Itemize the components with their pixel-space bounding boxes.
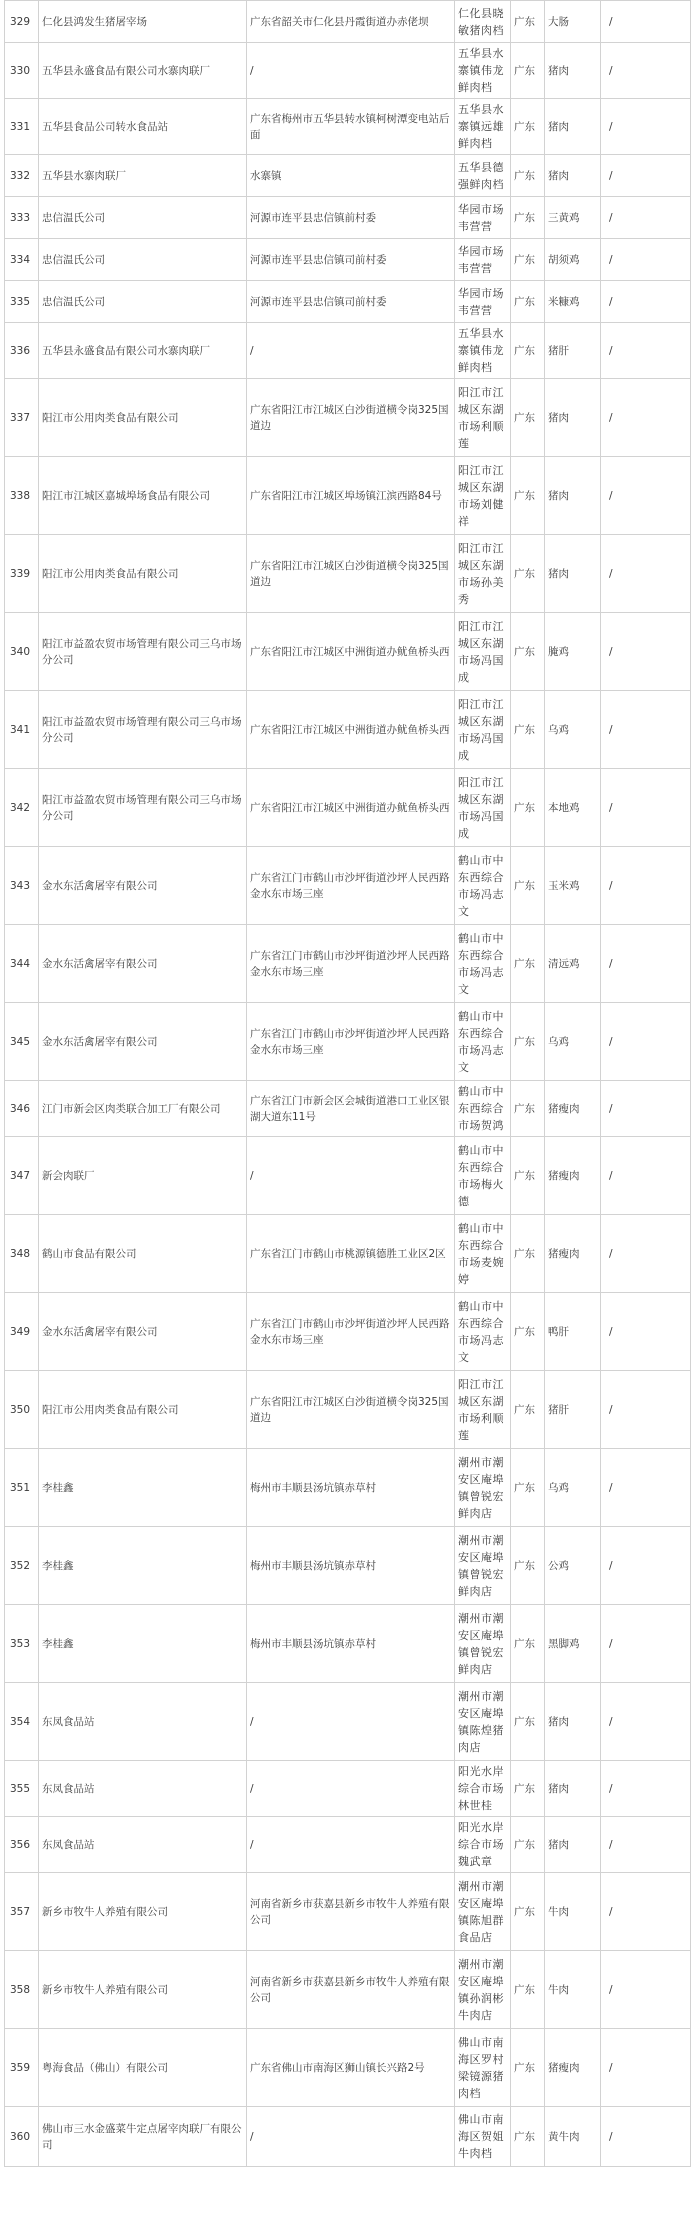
province-cell: 广东 [511, 379, 545, 457]
company-address-cell: 广东省江门市鹤山市沙坪街道沙坪人民西路金水东市场三座 [247, 925, 455, 1003]
remark-cell: / [601, 197, 691, 239]
province-cell: 广东 [511, 1371, 545, 1449]
product-name-cell: 猪肉 [545, 155, 601, 197]
market-stall-cell: 阳光水岸综合市场魏武章 [455, 1817, 511, 1873]
company-name-cell: 忠信温氏公司 [39, 197, 247, 239]
market-stall-cell: 潮州市潮安区庵埠镇曾锐宏鲜肉店 [455, 1449, 511, 1527]
market-stall-cell: 五华县水寨镇远雄鲜肉档 [455, 99, 511, 155]
market-stall-cell: 潮州市潮安区庵埠镇曾锐宏鲜肉店 [455, 1527, 511, 1605]
company-name-cell: 五华县永盛食品有限公司水寨肉联厂 [39, 43, 247, 99]
market-stall-cell: 鹤山市中东西综合市场贺鸿 [455, 1081, 511, 1137]
company-name-cell: 粤海食品（佛山）有限公司 [39, 2029, 247, 2107]
remark-cell: / [601, 2107, 691, 2167]
table-row [5, 99, 691, 155]
company-name-cell: 金水东活禽屠宰有限公司 [39, 925, 247, 1003]
table-row [5, 155, 691, 197]
market-stall-cell: 鹤山市中东西综合市场冯志文 [455, 847, 511, 925]
company-name-cell: 东凤食品站 [39, 1817, 247, 1873]
company-name-cell: 阳江市益盈农贸市场管理有限公司三乌市场分公司 [39, 691, 247, 769]
row-number-cell: 337 [5, 379, 39, 457]
province-cell: 广东 [511, 1215, 545, 1293]
table-row [5, 613, 691, 691]
company-address-cell: 梅州市丰顺县汤坑镇赤草村 [247, 1527, 455, 1605]
province-cell: 广东 [511, 1081, 545, 1137]
company-address-cell: 广东省佛山市南海区狮山镇长兴路2号 [247, 2029, 455, 2107]
province-cell: 广东 [511, 1873, 545, 1951]
market-stall-cell: 五华县水寨镇伟龙鲜肉档 [455, 43, 511, 99]
row-number-cell: 353 [5, 1605, 39, 1683]
market-stall-cell: 阳光水岸综合市场林世桂 [455, 1761, 511, 1817]
remark-cell: / [601, 2029, 691, 2107]
remark-cell: / [601, 613, 691, 691]
product-name-cell: 猪肉 [545, 457, 601, 535]
province-cell: 广东 [511, 43, 545, 99]
remark-cell: / [601, 691, 691, 769]
market-stall-cell: 华园市场韦营营 [455, 281, 511, 323]
remark-cell: / [601, 1215, 691, 1293]
company-address-cell: 广东省阳江市江城区白沙街道横令岗325国道边 [247, 535, 455, 613]
company-name-cell: 新乡市牧牛人养殖有限公司 [39, 1951, 247, 2029]
remark-cell: / [601, 239, 691, 281]
table-row [5, 2107, 691, 2167]
product-name-cell: 乌鸡 [545, 1449, 601, 1527]
remark-cell: / [601, 1951, 691, 2029]
company-address-cell: / [247, 43, 455, 99]
remark-cell: / [601, 1081, 691, 1137]
product-name-cell: 猪瘦肉 [545, 1081, 601, 1137]
table-row [5, 2029, 691, 2107]
table-row [5, 1873, 691, 1951]
company-name-cell: 新会肉联厂 [39, 1137, 247, 1215]
table-row [5, 1215, 691, 1293]
product-name-cell: 乌鸡 [545, 1003, 601, 1081]
table-row [5, 1003, 691, 1081]
province-cell: 广东 [511, 1137, 545, 1215]
province-cell: 广东 [511, 1, 545, 43]
market-stall-cell: 潮州市潮安区庵埠镇孙润彬牛肉店 [455, 1951, 511, 2029]
product-name-cell: 黄牛肉 [545, 2107, 601, 2167]
company-name-cell: 阳江市公用肉类食品有限公司 [39, 535, 247, 613]
remark-cell: / [601, 1605, 691, 1683]
row-number-cell: 334 [5, 239, 39, 281]
table-body [5, 1, 691, 2167]
product-name-cell: 黑脚鸡 [545, 1605, 601, 1683]
product-name-cell: 玉米鸡 [545, 847, 601, 925]
market-stall-cell: 五华县水寨镇伟龙鲜肉档 [455, 323, 511, 379]
product-name-cell: 猪肉 [545, 379, 601, 457]
table-row [5, 1, 691, 43]
table-row [5, 535, 691, 613]
row-number-cell: 332 [5, 155, 39, 197]
market-stall-cell: 五华县德强鲜肉档 [455, 155, 511, 197]
market-stall-cell: 鹤山市中东西综合市场冯志文 [455, 925, 511, 1003]
product-name-cell: 公鸡 [545, 1527, 601, 1605]
company-name-cell: 金水东活禽屠宰有限公司 [39, 1293, 247, 1371]
company-address-cell: / [247, 323, 455, 379]
table-row [5, 847, 691, 925]
remark-cell: / [601, 847, 691, 925]
company-name-cell: 阳江市江城区嘉城埠场食品有限公司 [39, 457, 247, 535]
company-address-cell: / [247, 2107, 455, 2167]
row-number-cell: 346 [5, 1081, 39, 1137]
company-name-cell: 阳江市公用肉类食品有限公司 [39, 379, 247, 457]
remark-cell: / [601, 1371, 691, 1449]
product-name-cell: 猪肝 [545, 1371, 601, 1449]
remark-cell: / [601, 1761, 691, 1817]
company-name-cell: 忠信温氏公司 [39, 239, 247, 281]
table-row [5, 925, 691, 1003]
row-number-cell: 355 [5, 1761, 39, 1817]
product-name-cell: 猪肉 [545, 1817, 601, 1873]
product-name-cell: 猪肉 [545, 1683, 601, 1761]
row-number-cell: 356 [5, 1817, 39, 1873]
row-number-cell: 347 [5, 1137, 39, 1215]
province-cell: 广东 [511, 1761, 545, 1817]
company-address-cell: 河源市连平县忠信镇司前村委 [247, 239, 455, 281]
province-cell: 广东 [511, 1449, 545, 1527]
province-cell: 广东 [511, 1293, 545, 1371]
company-name-cell: 仁化县鸿发生猪屠宰场 [39, 1, 247, 43]
product-name-cell: 牛肉 [545, 1951, 601, 2029]
company-address-cell: 广东省梅州市五华县转水镇柯树潭变电站后面 [247, 99, 455, 155]
company-name-cell: 金水东活禽屠宰有限公司 [39, 1003, 247, 1081]
product-name-cell: 猪瘦肉 [545, 1215, 601, 1293]
document-page [4, 0, 690, 2167]
product-name-cell: 大肠 [545, 1, 601, 43]
company-name-cell: 鹤山市食品有限公司 [39, 1215, 247, 1293]
row-number-cell: 342 [5, 769, 39, 847]
product-name-cell: 牛肉 [545, 1873, 601, 1951]
remark-cell: / [601, 379, 691, 457]
row-number-cell: 341 [5, 691, 39, 769]
product-name-cell: 米糠鸡 [545, 281, 601, 323]
remark-cell: / [601, 281, 691, 323]
company-name-cell: 五华县永盛食品有限公司水寨肉联厂 [39, 323, 247, 379]
table-row [5, 1527, 691, 1605]
remark-cell: / [601, 1449, 691, 1527]
table-row [5, 1683, 691, 1761]
company-address-cell: 水寨镇 [247, 155, 455, 197]
company-address-cell: 广东省阳江市江城区白沙街道横令岗325国道边 [247, 379, 455, 457]
row-number-cell: 345 [5, 1003, 39, 1081]
province-cell: 广东 [511, 457, 545, 535]
company-address-cell: / [247, 1683, 455, 1761]
row-number-cell: 354 [5, 1683, 39, 1761]
company-address-cell: 广东省江门市鹤山市桃源镇德胜工业区2区 [247, 1215, 455, 1293]
table-row [5, 1371, 691, 1449]
company-address-cell: 广东省阳江市江城区中洲街道办鱿鱼桥头西 [247, 769, 455, 847]
company-address-cell: 梅州市丰顺县汤坑镇赤草村 [247, 1449, 455, 1527]
table-row [5, 1449, 691, 1527]
province-cell: 广东 [511, 769, 545, 847]
market-stall-cell: 佛山市南海区罗村梁镜源猪肉档 [455, 2029, 511, 2107]
row-number-cell: 357 [5, 1873, 39, 1951]
remark-cell: / [601, 1293, 691, 1371]
province-cell: 广东 [511, 691, 545, 769]
province-cell: 广东 [511, 99, 545, 155]
province-cell: 广东 [511, 1527, 545, 1605]
product-name-cell: 猪肉 [545, 99, 601, 155]
market-stall-cell: 华园市场韦营营 [455, 239, 511, 281]
company-name-cell: 东凤食品站 [39, 1761, 247, 1817]
province-cell: 广东 [511, 2029, 545, 2107]
province-cell: 广东 [511, 535, 545, 613]
product-name-cell: 猪肉 [545, 535, 601, 613]
market-stall-cell: 阳江市江城区东湖市场利顺莲 [455, 379, 511, 457]
market-stall-cell: 潮州市潮安区庵埠镇陈旭群食品店 [455, 1873, 511, 1951]
table-row [5, 1951, 691, 2029]
remark-cell: / [601, 457, 691, 535]
company-address-cell: 广东省江门市鹤山市沙坪街道沙坪人民西路金水东市场三座 [247, 847, 455, 925]
product-name-cell: 胡须鸡 [545, 239, 601, 281]
product-name-cell: 腌鸡 [545, 613, 601, 691]
province-cell: 广东 [511, 155, 545, 197]
market-stall-cell: 阳江市江城区东湖市场冯国成 [455, 613, 511, 691]
market-stall-cell: 鹤山市中东西综合市场冯志文 [455, 1293, 511, 1371]
product-name-cell: 猪肉 [545, 1761, 601, 1817]
row-number-cell: 350 [5, 1371, 39, 1449]
table-row [5, 1761, 691, 1817]
row-number-cell: 351 [5, 1449, 39, 1527]
market-stall-cell: 鹤山市中东西综合市场梅火德 [455, 1137, 511, 1215]
province-cell: 广东 [511, 323, 545, 379]
row-number-cell: 344 [5, 925, 39, 1003]
province-cell: 广东 [511, 1605, 545, 1683]
product-name-cell: 猪瘦肉 [545, 2029, 601, 2107]
row-number-cell: 340 [5, 613, 39, 691]
province-cell: 广东 [511, 2107, 545, 2167]
company-address-cell: 广东省阳江市江城区埠场镇江滨西路84号 [247, 457, 455, 535]
remark-cell: / [601, 1527, 691, 1605]
row-number-cell: 343 [5, 847, 39, 925]
row-number-cell: 333 [5, 197, 39, 239]
remark-cell: / [601, 1817, 691, 1873]
market-stall-cell: 佛山市南海区贺姐牛肉档 [455, 2107, 511, 2167]
market-stall-cell: 阳江市江城区东湖市场冯国成 [455, 691, 511, 769]
company-address-cell: 广东省阳江市江城区中洲街道办鱿鱼桥头西 [247, 691, 455, 769]
remark-cell: / [601, 99, 691, 155]
company-name-cell: 江门市新会区肉类联合加工厂有限公司 [39, 1081, 247, 1137]
row-number-cell: 359 [5, 2029, 39, 2107]
company-name-cell: 佛山市三水金盛菜牛定点屠宰肉联厂有限公司 [39, 2107, 247, 2167]
remark-cell: / [601, 1003, 691, 1081]
market-stall-cell: 鹤山市中东西综合市场冯志文 [455, 1003, 511, 1081]
market-stall-cell: 阳江市江城区东湖市场利顺莲 [455, 1371, 511, 1449]
company-name-cell: 东凤食品站 [39, 1683, 247, 1761]
product-name-cell: 清远鸡 [545, 925, 601, 1003]
province-cell: 广东 [511, 1683, 545, 1761]
province-cell: 广东 [511, 197, 545, 239]
company-address-cell: / [247, 1817, 455, 1873]
company-address-cell: 广东省江门市鹤山市沙坪街道沙坪人民西路金水东市场三座 [247, 1003, 455, 1081]
row-number-cell: 331 [5, 99, 39, 155]
market-stall-cell: 潮州市潮安区庵埠镇陈煌猪肉店 [455, 1683, 511, 1761]
province-cell: 广东 [511, 925, 545, 1003]
company-address-cell: 河源市连平县忠信镇司前村委 [247, 281, 455, 323]
company-address-cell: 广东省江门市鹤山市沙坪街道沙坪人民西路金水东市场三座 [247, 1293, 455, 1371]
market-stall-cell: 鹤山市中东西综合市场麦婉婷 [455, 1215, 511, 1293]
company-address-cell: / [247, 1761, 455, 1817]
remark-cell: / [601, 535, 691, 613]
company-address-cell: 广东省阳江市江城区中洲街道办鱿鱼桥头西 [247, 613, 455, 691]
company-address-cell: 河源市连平县忠信镇前村委 [247, 197, 455, 239]
company-address-cell: 广东省韶关市仁化县丹霞街道办赤佬坝 [247, 1, 455, 43]
table-row [5, 323, 691, 379]
row-number-cell: 352 [5, 1527, 39, 1605]
company-address-cell: / [247, 1137, 455, 1215]
company-name-cell: 李桂鑫 [39, 1449, 247, 1527]
province-cell: 广东 [511, 1951, 545, 2029]
row-number-cell: 348 [5, 1215, 39, 1293]
product-name-cell: 猪瘦肉 [545, 1137, 601, 1215]
product-name-cell: 乌鸡 [545, 691, 601, 769]
remark-cell: / [601, 1137, 691, 1215]
province-cell: 广东 [511, 281, 545, 323]
company-address-cell: 梅州市丰顺县汤坑镇赤草村 [247, 1605, 455, 1683]
remark-cell: / [601, 43, 691, 99]
remark-cell: / [601, 323, 691, 379]
row-number-cell: 349 [5, 1293, 39, 1371]
table-row [5, 379, 691, 457]
remark-cell: / [601, 1, 691, 43]
market-stall-cell: 华园市场韦营营 [455, 197, 511, 239]
table-row [5, 691, 691, 769]
remark-cell: / [601, 155, 691, 197]
remark-cell: / [601, 769, 691, 847]
table-row [5, 1081, 691, 1137]
row-number-cell: 360 [5, 2107, 39, 2167]
company-address-cell: 广东省阳江市江城区白沙街道横令岗325国道边 [247, 1371, 455, 1449]
remark-cell: / [601, 1683, 691, 1761]
company-name-cell: 金水东活禽屠宰有限公司 [39, 847, 247, 925]
table-row [5, 197, 691, 239]
company-name-cell: 阳江市益盈农贸市场管理有限公司三乌市场分公司 [39, 769, 247, 847]
province-cell: 广东 [511, 1003, 545, 1081]
row-number-cell: 339 [5, 535, 39, 613]
row-number-cell: 336 [5, 323, 39, 379]
company-name-cell: 新乡市牧牛人养殖有限公司 [39, 1873, 247, 1951]
table-row [5, 281, 691, 323]
table-row [5, 239, 691, 281]
remark-cell: / [601, 925, 691, 1003]
product-name-cell: 三黄鸡 [545, 197, 601, 239]
company-name-cell: 忠信温氏公司 [39, 281, 247, 323]
company-name-cell: 五华县食品公司转水食品站 [39, 99, 247, 155]
row-number-cell: 330 [5, 43, 39, 99]
company-name-cell: 李桂鑫 [39, 1605, 247, 1683]
market-stall-cell: 潮州市潮安区庵埠镇曾锐宏鲜肉店 [455, 1605, 511, 1683]
province-cell: 广东 [511, 847, 545, 925]
market-stall-cell: 阳江市江城区东湖市场孙美秀 [455, 535, 511, 613]
inspection-table [4, 0, 691, 2167]
market-stall-cell: 阳江市江城区东湖市场刘健祥 [455, 457, 511, 535]
company-name-cell: 阳江市公用肉类食品有限公司 [39, 1371, 247, 1449]
company-name-cell: 阳江市益盈农贸市场管理有限公司三乌市场分公司 [39, 613, 247, 691]
company-name-cell: 李桂鑫 [39, 1527, 247, 1605]
table-row [5, 1137, 691, 1215]
province-cell: 广东 [511, 613, 545, 691]
market-stall-cell: 仁化县晓敏猪肉档 [455, 1, 511, 43]
table-row [5, 769, 691, 847]
remark-cell: / [601, 1873, 691, 1951]
province-cell: 广东 [511, 1817, 545, 1873]
product-name-cell: 猪肝 [545, 323, 601, 379]
row-number-cell: 329 [5, 1, 39, 43]
product-name-cell: 猪肉 [545, 43, 601, 99]
row-number-cell: 335 [5, 281, 39, 323]
table-row [5, 457, 691, 535]
row-number-cell: 358 [5, 1951, 39, 2029]
company-address-cell: 广东省江门市新会区会城街道港口工业区银湖大道东11号 [247, 1081, 455, 1137]
product-name-cell: 鸭肝 [545, 1293, 601, 1371]
market-stall-cell: 阳江市江城区东湖市场冯国成 [455, 769, 511, 847]
table-row [5, 43, 691, 99]
product-name-cell: 本地鸡 [545, 769, 601, 847]
row-number-cell: 338 [5, 457, 39, 535]
table-row [5, 1605, 691, 1683]
table-row [5, 1293, 691, 1371]
table-row [5, 1817, 691, 1873]
company-name-cell: 五华县水寨肉联厂 [39, 155, 247, 197]
company-address-cell: 河南省新乡市获嘉县新乡市牧牛人养殖有限公司 [247, 1951, 455, 2029]
company-address-cell: 河南省新乡市获嘉县新乡市牧牛人养殖有限公司 [247, 1873, 455, 1951]
province-cell: 广东 [511, 239, 545, 281]
